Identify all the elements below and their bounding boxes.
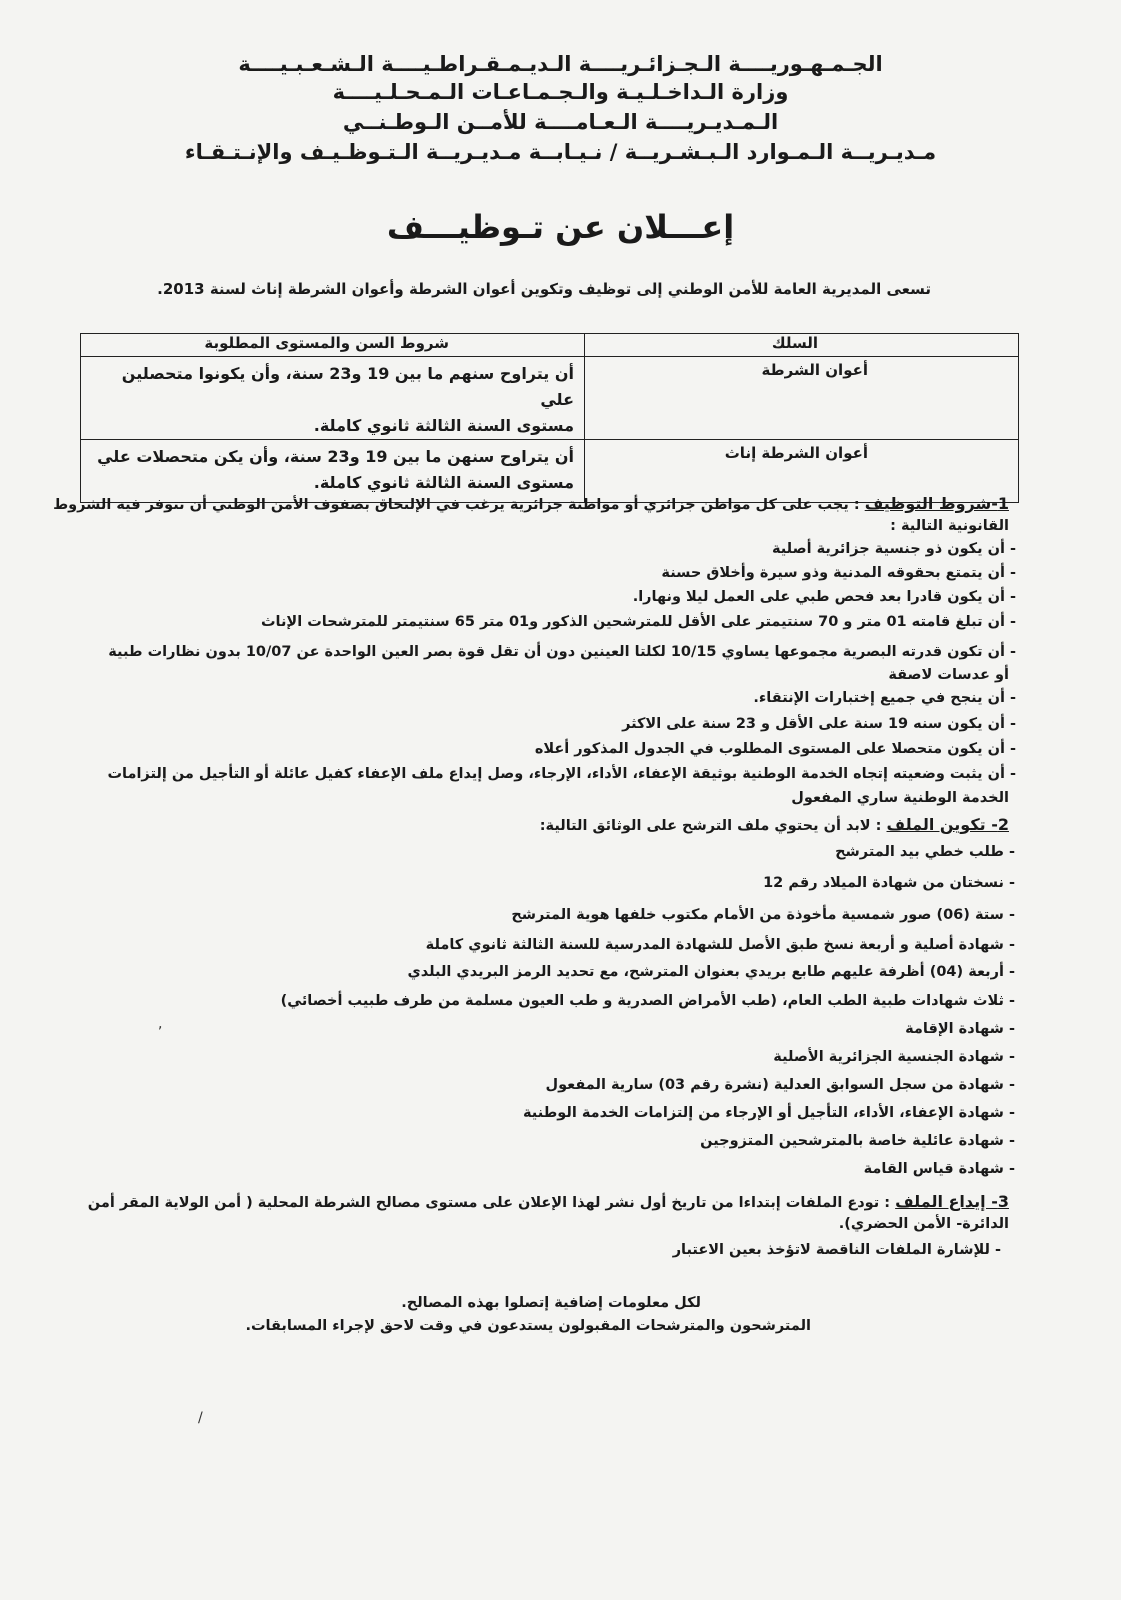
list-item-cont: أو عدسات لاصقة bbox=[888, 667, 1009, 683]
section3-text bbox=[88, 1192, 1009, 1211]
table-header-conditions: شروط السن والمستوى المطلوبة bbox=[81, 334, 585, 357]
list-item: - شهادة الإعفاء، الأداء، التأجيل أو الإرجاء من إلتزامات الخدمة الوطنية bbox=[523, 1105, 1015, 1121]
table-cell-line: أن يتراوح سنهم ما بين 19 و23 سنة، وأن يكونوا متحصلين علي bbox=[121, 364, 574, 409]
scan-speck: , bbox=[158, 1016, 163, 1032]
list-item: - أن يتمتع بحقوقه المدنية وذو سيرة وأخلاق حسنة bbox=[661, 565, 1016, 581]
list-item: - ثلاث شهادات طبية الطب العام، (طب الأمراض الصدرية و طب العيون مسلمة من طرف طبيب أخصائي) bbox=[280, 993, 1015, 1009]
list-item: - أن يكون سنه 19 سنة على الأقل و 23 سنة على الاكثر bbox=[622, 716, 1016, 732]
section3-body: : تودع الملفات إبتداءا من تاريخ أول نشر لهذا الإعلان على مستوى مصالح الشرطة المحلية ( أمن الولاية المقر أمن bbox=[87, 1195, 891, 1211]
list-item: - أن ينجح في جميع إختبارات الإنتقاء. bbox=[753, 690, 1016, 706]
section1-intro-cont: القانونية التالية : bbox=[890, 518, 1009, 534]
table-header-row bbox=[81, 334, 1019, 357]
header-subdirectorate: مـديـريــة الـمـوارد الـبـشـريــة / نـيـابــة مـديـريــة الـتـوظـيـف والإنـتـقـاء bbox=[184, 140, 937, 164]
list-item: - شهادة الإقامة bbox=[905, 1021, 1015, 1037]
list-item: - نسختان من شهادة الميلاد رقم 12 bbox=[763, 875, 1015, 891]
announcement-title: إعـــلان عن تـوظيـــف bbox=[386, 208, 735, 246]
section2-intro-text: : لابد أن يحتوي ملف الترشح على الوثائق التالية: bbox=[539, 818, 882, 834]
list-item: - شهادة من سجل السوابق العدلية (نشرة رقم 03) سارية المفعول bbox=[545, 1077, 1015, 1093]
list-item: - أربعة (04) أظرفة عليهم طابع بريدي بعنوان المترشح، مع تحديد الرمز البريدي البلدي bbox=[407, 964, 1015, 980]
table-row bbox=[81, 357, 1019, 440]
header-republic: الجـمـهـوريــــة الـجـزائـريــــة الـديـمـقـراطـيــــة الـشـعـبـيــــة bbox=[238, 52, 883, 76]
list-item: - ستة (06) صور شمسية مأخوذة من الأمام مكتوب خلفها هوية المترشح bbox=[511, 907, 1015, 923]
header-directorate: الـمـديـريــــة الـعـامــــة للأمــن الـوطـنــي bbox=[342, 110, 779, 134]
scan-speck: / bbox=[198, 1410, 203, 1426]
section1-intro bbox=[53, 494, 1009, 513]
list-item: - أن تكون قدرته البصرية مجموعها يساوي 10/15 لكلتا العينين دون أن تقل قوة بصر العين الواحدة عن 10/07 بدون نظارات طبية bbox=[108, 644, 1016, 660]
list-item: - أن تبلغ قامته 01 متر و 70 سنتيمتر على الأقل للمترشحين الذكور و01 متر 65 سنتيمتر للمترشحات الإناث bbox=[260, 614, 1016, 630]
list-item: - شهادة قياس القامة bbox=[863, 1161, 1015, 1177]
table-cell-line: أن يتراوح سنهن ما بين 19 و23 سنة، وأن يكن متحصلات علي bbox=[97, 447, 574, 466]
section2-intro bbox=[540, 815, 1009, 834]
section1-intro-text: : يجب على كل مواطن جزائري أو مواطنة جزائرية يرغب في الإلتحاق بصفوف الأمن الوطني أن تتوفر فيه الشروط bbox=[53, 497, 860, 513]
section2-heading: 2- تكوين الملف bbox=[886, 815, 1009, 834]
list-item: - أن يكون ذو جنسية جزائرية أصلية bbox=[771, 541, 1016, 557]
table-cell-corps: أعوان الشرطة إناث bbox=[585, 440, 1019, 503]
section3-note: - للإشارة الملفات الناقصة لاتؤخذ بعين الاعتبار bbox=[672, 1242, 1001, 1258]
list-item: - شهادة عائلية خاصة بالمترشحين المتزوجين bbox=[700, 1133, 1015, 1149]
table-cell-line: مستوى السنة الثالثة ثانوي كاملة. bbox=[313, 473, 574, 492]
list-item: - طلب خطي بيد المترشح bbox=[835, 844, 1015, 860]
list-item: - أن يكون متحصلا على المستوى المطلوب في الجدول المذكور أعلاه bbox=[534, 741, 1016, 757]
list-item: - شهادة أصلية و أربعة نسخ طبق الأصل للشهادة المدرسية للسنة الثالثة ثانوي كاملة bbox=[425, 937, 1015, 953]
section3-text-cont: الدائرة- الأمن الحضري). bbox=[838, 1216, 1009, 1232]
list-item: - شهادة الجنسية الجزائرية الأصلية bbox=[773, 1049, 1015, 1065]
positions-table bbox=[80, 333, 1019, 503]
section1-heading: 1-شروط التوظيف bbox=[864, 494, 1009, 513]
header-ministry: وزارة الـداخـلـيـة والـجـمـاعـات الـمـحـلـيــــة bbox=[332, 80, 789, 104]
table-header-corps: السلك bbox=[585, 334, 1019, 357]
intro-paragraph: تسعى المديرية العامة للأمن الوطني إلى توظيف وتكوين أعوان الشرطة وأعوان الشرطة إناث لسنة 2013. bbox=[157, 280, 931, 298]
list-item: - أن يكون قادرا بعد فحص طبي على العمل ليلا ونهارا. bbox=[632, 589, 1016, 605]
list-item: - أن يثبت وضعيته إتجاه الخدمة الوطنية بوثيقة الإعفاء، الأداء، الإرجاء، وصل إيداع ملف الإعفاء كفيل عائلة أو التأجيل من إلتزامات bbox=[107, 766, 1016, 782]
footer-contact: لكل معلومات إضافية إتصلوا بهذه المصالح. bbox=[401, 1295, 701, 1311]
table-cell-conditions bbox=[81, 357, 585, 440]
table-cell-line: مستوى السنة الثالثة ثانوي كاملة. bbox=[313, 416, 574, 435]
footer-notice: المترشحون والمترشحات المقبولون يستدعون في وقت لاحق لإجراء المسابقات. bbox=[245, 1318, 811, 1334]
section3-heading: 3- إيداع الملف bbox=[895, 1192, 1009, 1211]
table-cell-corps: أعوان الشرطة bbox=[585, 357, 1019, 440]
list-item-cont: الخدمة الوطنية ساري المفعول bbox=[791, 790, 1009, 806]
